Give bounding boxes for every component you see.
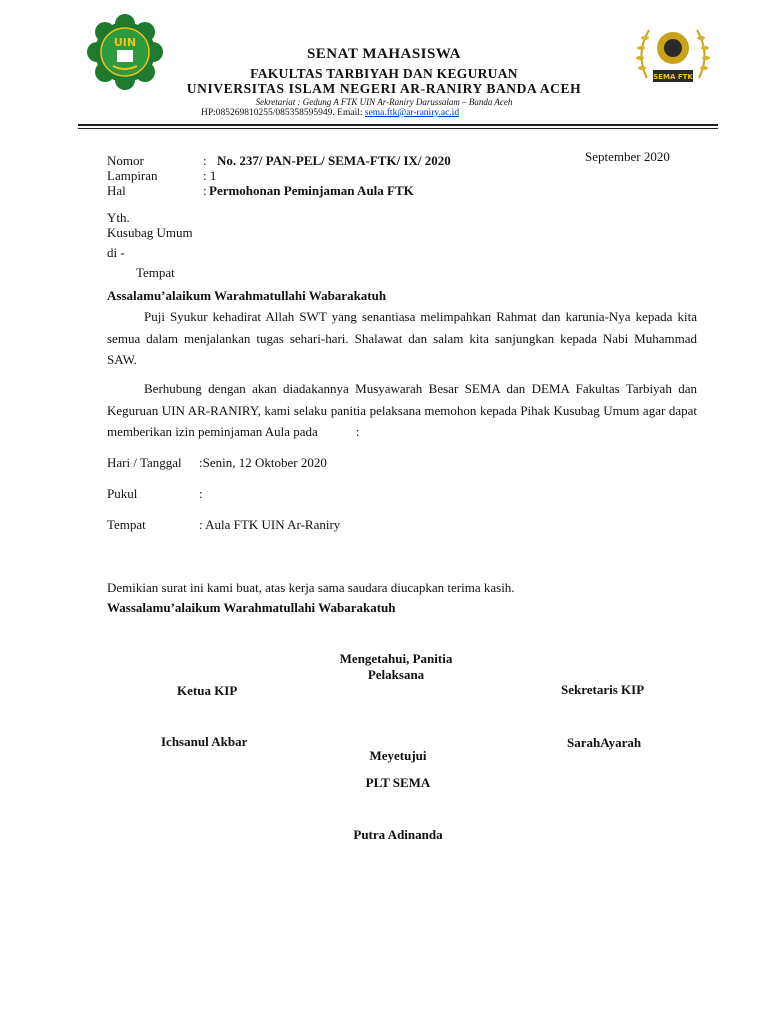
mengetahui-line2: Pelaksana <box>367 667 425 682</box>
sekretaris-name: SarahAyarah <box>567 735 642 750</box>
tempat-value: : Aula FTK UIN Ar-Raniry <box>199 517 341 532</box>
greeting: Assalamu’alaikum Warahmatullahi Wabarakatuh <box>107 288 387 303</box>
tempat-label: Tempat <box>107 517 146 532</box>
hal-value: Permohonan Peminjaman Aula FTK <box>209 183 414 198</box>
salam-text: Wassalamu’alaikum Warahmatullahi Wabarakatuh <box>107 600 396 615</box>
ketua-title: Ketua KIP <box>177 683 238 698</box>
recipient-name: Kusubag Umum <box>107 225 193 240</box>
plt-title: PLT SEMA <box>365 775 431 790</box>
hal-sep: : <box>203 183 207 198</box>
hal-label: Hal <box>107 183 126 198</box>
svg-text:UIN: UIN <box>113 36 137 49</box>
lampiran-value: : 1 <box>203 168 217 183</box>
hari-label: Hari / Tanggal <box>107 455 182 470</box>
secretariat-address: Sekretariat : Gedung A FTK UIN Ar-Raniry Darussalam – Banda Aceh <box>255 97 513 107</box>
faculty-title: FAKULTAS TARBIYAH DAN KEGURUAN <box>250 66 518 81</box>
email-link[interactable]: sema.ftk@ar-raniry.ac.id <box>364 108 460 118</box>
contact-line <box>201 108 459 118</box>
hari-value: :Senin, 12 Oktober 2020 <box>199 455 327 470</box>
sekretaris-title: Sekretaris KIP <box>561 682 645 697</box>
recipient-yth: Yth. <box>107 210 130 225</box>
letter-date: September 2020 <box>585 149 670 164</box>
pukul-value: : <box>199 486 203 501</box>
paragraph-1: Puji Syukur kehadirat Allah SWT yang senantiasa melimpahkan Rahmat dan karunia-Nya kepada kita semua dalam menjalankan tugas sehari-hari. Shalawat dan salam kita sanjungkan kepada Nabi Muhammad SAW. <box>107 309 697 367</box>
pukul-label: Pukul <box>107 486 138 501</box>
svg-text:SEMA FTK: SEMA FTK <box>653 73 693 81</box>
university-title: UNIVERSITAS ISLAM NEGERI AR-RANIRY BANDA ACEH <box>186 81 582 96</box>
ketua-name: Ichsanul Akbar <box>161 734 248 749</box>
closing-text: Demikian surat ini kami buat, atas kerja sama saudara diucapkan terima kasih. <box>107 580 515 595</box>
nomor-label: Nomor <box>107 153 144 168</box>
nomor-value: No. 237/ PAN-PEL/ SEMA-FTK/ IX/ 2020 <box>217 153 451 168</box>
org-title: SENAT MAHASISWA <box>306 46 462 62</box>
mengetahui-line1: Mengetahui, Panitia <box>339 651 453 666</box>
header-rule-thick <box>78 124 718 126</box>
paragraph-2: Berhubung dengan akan diadakannya Musyawarah Besar SEMA dan DEMA Fakultas Tarbiyah dan Keguruan UIN AR-RANIRY, kami selaku panitia pelaksana memohon kepada Pihak Kusubag Umum agar dapat memberikan izin peminjaman Aula pada : <box>107 381 697 439</box>
header-rule-thin <box>78 128 718 129</box>
recipient-di: di - <box>107 245 125 260</box>
lampiran-label: Lampiran <box>107 168 158 183</box>
plt-name: Putra Adinanda <box>353 827 443 842</box>
menyetujui-label: Meyetujui <box>369 748 427 763</box>
recipient-place: Tempat <box>136 265 175 280</box>
nomor-sep: : <box>203 153 207 168</box>
contact-phone: HP:085269810255/085358595949. Email: <box>201 108 365 118</box>
